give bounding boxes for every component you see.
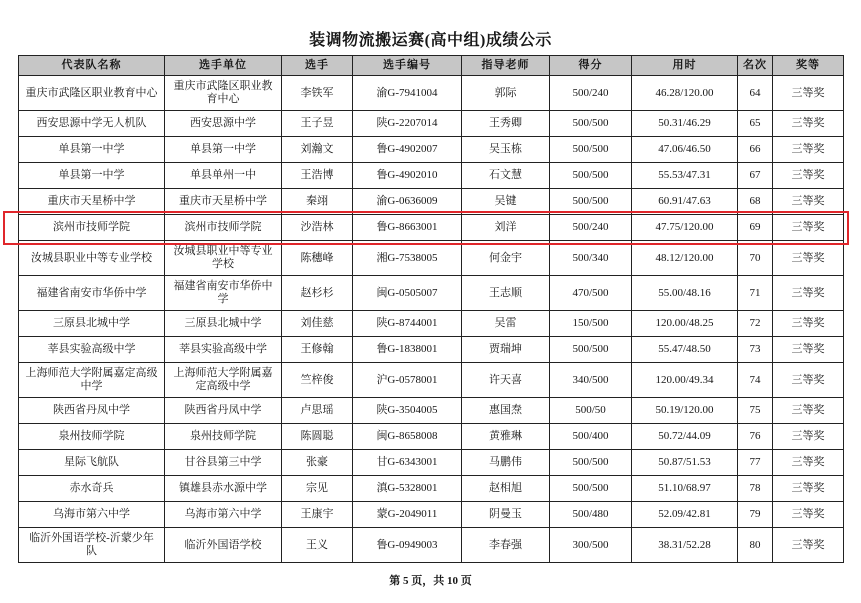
cell-player: 王义 [282,528,353,563]
cell-rank: 67 [738,163,773,189]
table-row [19,398,844,424]
cell-coach: 吴键 [462,189,550,215]
cell-award: 三等奖 [773,189,844,215]
cell-time: 120.00/48.25 [632,311,738,337]
cell-award: 三等奖 [773,111,844,137]
cell-id: 湘G-7538005 [353,241,462,276]
cell-award: 三等奖 [773,450,844,476]
cell-rank: 68 [738,189,773,215]
table-row [19,337,844,363]
cell-time: 120.00/49.34 [632,363,738,398]
cell-id: 陕G-8744001 [353,311,462,337]
table-row [19,450,844,476]
col-header-rank: 名次 [738,56,773,76]
cell-team: 上海师范大学附属嘉定高级中学 [19,363,165,398]
cell-unit: 镇雄县赤水源中学 [165,476,282,502]
cell-unit: 单县单州一中 [165,163,282,189]
table-row [19,502,844,528]
cell-time: 47.75/120.00 [632,215,738,241]
col-header-player: 选手 [282,56,353,76]
table-row [19,476,844,502]
table-row [19,111,844,137]
col-header-unit: 选手单位 [165,56,282,76]
cell-player: 陈穗峰 [282,241,353,276]
cell-coach: 何金宇 [462,241,550,276]
cell-award: 三等奖 [773,215,844,241]
cell-award: 三等奖 [773,311,844,337]
cell-id: 渝G-0636009 [353,189,462,215]
cell-time: 55.53/47.31 [632,163,738,189]
cell-time: 50.31/46.29 [632,111,738,137]
cell-team: 汝城县职业中等专业学校 [19,241,165,276]
cell-rank: 79 [738,502,773,528]
col-header-coach: 指导老师 [462,56,550,76]
cell-coach: 黄雅琳 [462,424,550,450]
cell-rank: 64 [738,76,773,111]
cell-id: 滇G-5328001 [353,476,462,502]
cell-time: 50.72/44.09 [632,424,738,450]
cell-team: 乌海市第六中学 [19,502,165,528]
cell-time: 55.00/48.16 [632,276,738,311]
cell-coach: 吴雷 [462,311,550,337]
cell-unit: 滨州市技师学院 [165,215,282,241]
cell-id: 陕G-3504005 [353,398,462,424]
cell-player: 竺梓俊 [282,363,353,398]
cell-player: 秦翊 [282,189,353,215]
cell-unit: 泉州技师学院 [165,424,282,450]
cell-rank: 73 [738,337,773,363]
cell-time: 52.09/42.81 [632,502,738,528]
cell-unit: 重庆市天星桥中学 [165,189,282,215]
cell-team: 莘县实验高级中学 [19,337,165,363]
cell-score: 500/500 [550,450,632,476]
cell-rank: 78 [738,476,773,502]
cell-score: 500/500 [550,163,632,189]
cell-id: 鲁G-8663001 [353,215,462,241]
cell-award: 三等奖 [773,276,844,311]
cell-rank: 72 [738,311,773,337]
page-title: 装调物流搬运赛(高中组)成绩公示 [309,32,552,49]
cell-score: 500/340 [550,241,632,276]
cell-coach: 李春强 [462,528,550,563]
cell-player: 沙浩林 [282,215,353,241]
cell-coach: 贾瑞坤 [462,337,550,363]
cell-award: 三等奖 [773,337,844,363]
cell-time: 50.87/51.53 [632,450,738,476]
cell-award: 三等奖 [773,398,844,424]
cell-score: 340/500 [550,363,632,398]
results-table [18,55,844,563]
cell-team: 西安思源中学无人机队 [19,111,165,137]
cell-team: 三原县北城中学 [19,311,165,337]
cell-award: 三等奖 [773,137,844,163]
cell-team: 滨州市技师学院 [19,215,165,241]
cell-award: 三等奖 [773,241,844,276]
cell-team: 临沂外国语学校-沂蒙少年队 [19,528,165,563]
cell-award: 三等奖 [773,363,844,398]
cell-player: 王康宇 [282,502,353,528]
table-row [19,163,844,189]
table-row [19,528,844,563]
cell-rank: 71 [738,276,773,311]
cell-player: 李铁军 [282,76,353,111]
cell-coach: 惠国焘 [462,398,550,424]
cell-player: 王修翰 [282,337,353,363]
cell-score: 500/400 [550,424,632,450]
cell-coach: 赵相旭 [462,476,550,502]
cell-score: 500/500 [550,337,632,363]
cell-player: 刘佳慈 [282,311,353,337]
cell-id: 闽G-0505007 [353,276,462,311]
table-row [19,363,844,398]
table-row [19,241,844,276]
cell-rank: 76 [738,424,773,450]
cell-coach: 郭际 [462,76,550,111]
page-footer: 第 5 页，共 10 页 [389,575,472,587]
cell-unit: 重庆市武隆区职业教育中心 [165,76,282,111]
cell-team: 泉州技师学院 [19,424,165,450]
cell-id: 鲁G-4902007 [353,137,462,163]
cell-time: 55.47/48.50 [632,337,738,363]
cell-team: 重庆市武隆区职业教育中心 [19,76,165,111]
cell-team: 赤水奇兵 [19,476,165,502]
cell-player: 宗见 [282,476,353,502]
cell-player: 王子昱 [282,111,353,137]
cell-rank: 75 [738,398,773,424]
cell-team: 星际飞航队 [19,450,165,476]
cell-player: 卢思瑶 [282,398,353,424]
cell-player: 张豪 [282,450,353,476]
cell-id: 蒙G-2049011 [353,502,462,528]
cell-team: 单县第一中学 [19,137,165,163]
cell-id: 渝G-7941004 [353,76,462,111]
cell-unit: 临沂外国语学校 [165,528,282,563]
table-row [19,189,844,215]
cell-team: 福建省南安市华侨中学 [19,276,165,311]
cell-score: 500/500 [550,476,632,502]
cell-id: 陕G-2207014 [353,111,462,137]
cell-coach: 马鹏伟 [462,450,550,476]
cell-unit: 汝城县职业中等专业学校 [165,241,282,276]
cell-coach: 吴玉栋 [462,137,550,163]
cell-score: 500/50 [550,398,632,424]
cell-unit: 甘谷县第三中学 [165,450,282,476]
results-table-body [19,76,844,563]
cell-unit: 陕西省丹凤中学 [165,398,282,424]
table-row [19,424,844,450]
table-row [19,276,844,311]
table-row [19,215,844,241]
cell-award: 三等奖 [773,424,844,450]
col-header-time: 用时 [632,56,738,76]
cell-id: 闽G-8658008 [353,424,462,450]
cell-rank: 69 [738,215,773,241]
cell-unit: 莘县实验高级中学 [165,337,282,363]
table-header [19,56,844,76]
cell-unit: 西安思源中学 [165,111,282,137]
cell-score: 500/240 [550,76,632,111]
cell-coach: 刘洋 [462,215,550,241]
cell-unit: 三原县北城中学 [165,311,282,337]
cell-player: 王浩博 [282,163,353,189]
cell-award: 三等奖 [773,76,844,111]
cell-award: 三等奖 [773,528,844,563]
cell-id: 鲁G-1838001 [353,337,462,363]
cell-time: 38.31/52.28 [632,528,738,563]
table-row [19,311,844,337]
cell-score: 150/500 [550,311,632,337]
cell-score: 500/500 [550,111,632,137]
cell-award: 三等奖 [773,476,844,502]
cell-score: 500/240 [550,215,632,241]
cell-time: 46.28/120.00 [632,76,738,111]
cell-player: 赵杉杉 [282,276,353,311]
cell-unit: 单县第一中学 [165,137,282,163]
cell-id: 鲁G-0949003 [353,528,462,563]
cell-team: 陕西省丹凤中学 [19,398,165,424]
cell-coach: 许天喜 [462,363,550,398]
cell-score: 470/500 [550,276,632,311]
col-header-award: 奖等 [773,56,844,76]
table-row [19,76,844,111]
cell-score: 300/500 [550,528,632,563]
cell-unit: 上海师范大学附属嘉定高级中学 [165,363,282,398]
col-header-team: 代表队名称 [19,56,165,76]
cell-score: 500/480 [550,502,632,528]
cell-score: 500/500 [550,189,632,215]
cell-rank: 80 [738,528,773,563]
cell-player: 陈圆聪 [282,424,353,450]
col-header-id: 选手编号 [353,56,462,76]
cell-rank: 77 [738,450,773,476]
cell-time: 50.19/120.00 [632,398,738,424]
cell-team: 单县第一中学 [19,163,165,189]
cell-rank: 65 [738,111,773,137]
cell-time: 48.12/120.00 [632,241,738,276]
cell-time: 47.06/46.50 [632,137,738,163]
cell-award: 三等奖 [773,502,844,528]
cell-rank: 70 [738,241,773,276]
cell-unit: 乌海市第六中学 [165,502,282,528]
cell-team: 重庆市天星桥中学 [19,189,165,215]
cell-player: 刘瀚文 [282,137,353,163]
cell-coach: 阴曼玉 [462,502,550,528]
cell-coach: 石文慧 [462,163,550,189]
cell-coach: 王秀卿 [462,111,550,137]
header-row [19,56,844,76]
cell-award: 三等奖 [773,163,844,189]
cell-rank: 66 [738,137,773,163]
cell-rank: 74 [738,363,773,398]
col-header-score: 得分 [550,56,632,76]
cell-time: 51.10/68.97 [632,476,738,502]
cell-id: 鲁G-4902010 [353,163,462,189]
cell-coach: 王志顺 [462,276,550,311]
cell-id: 沪G-0578001 [353,363,462,398]
cell-time: 60.91/47.63 [632,189,738,215]
table-row [19,137,844,163]
cell-unit: 福建省南安市华侨中学 [165,276,282,311]
cell-score: 500/500 [550,137,632,163]
cell-id: 甘G-6343001 [353,450,462,476]
